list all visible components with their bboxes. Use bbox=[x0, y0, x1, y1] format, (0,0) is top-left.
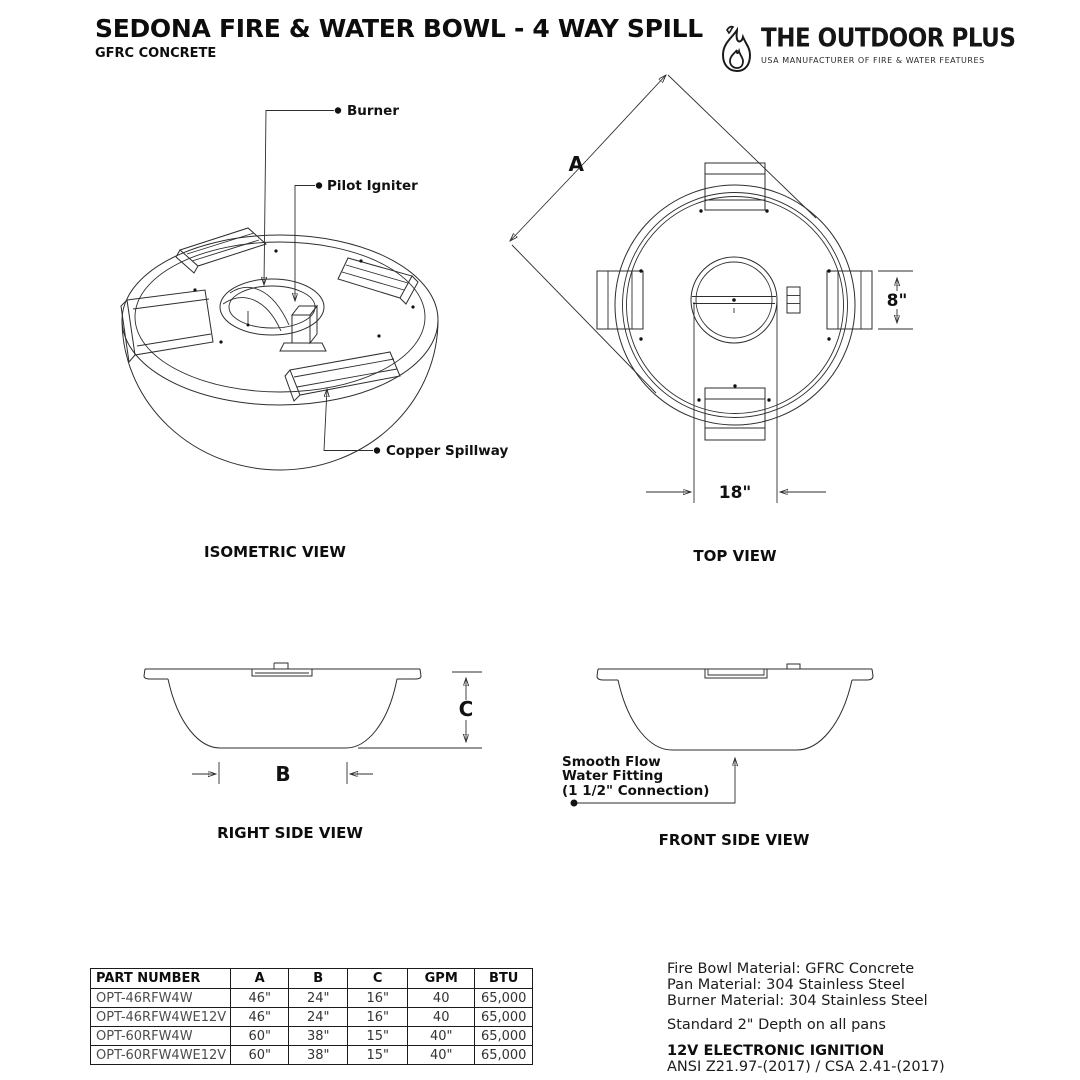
top-bowl-rim bbox=[615, 185, 855, 425]
dim-a-label: A bbox=[568, 152, 584, 176]
iso-pilot-igniter bbox=[280, 306, 326, 351]
table-cell: 15" bbox=[348, 1046, 408, 1065]
top-pilot-igniter bbox=[787, 287, 800, 313]
col-c: C bbox=[348, 969, 408, 989]
table-cell: 60" bbox=[231, 1046, 289, 1065]
part-number-cell: OPT-46RFW4WE12V bbox=[91, 1008, 231, 1027]
top-spillway-west bbox=[597, 271, 643, 329]
material-line: Pan Material: 304 Stainless Steel bbox=[667, 976, 905, 993]
water-fitting-label-line1: Smooth Flow bbox=[562, 754, 661, 770]
iso-burner-ring bbox=[220, 279, 324, 335]
spec-table bbox=[90, 968, 533, 1065]
caption-front-side-view: FRONT SIDE VIEW bbox=[658, 831, 810, 849]
table-cell: 46" bbox=[231, 989, 289, 1008]
part-number-cell: OPT-46RFW4W bbox=[91, 989, 231, 1008]
caption-isometric-view: ISOMETRIC VIEW bbox=[204, 543, 346, 561]
table-cell: 65,000 bbox=[475, 1008, 533, 1027]
material-line: Burner Material: 304 Stainless Steel bbox=[667, 992, 928, 1009]
iso-spillway-front bbox=[285, 352, 400, 401]
pilot-callout-dot bbox=[316, 182, 322, 188]
table-cell: 40 bbox=[408, 1008, 475, 1027]
right-side-view-drawing bbox=[130, 650, 490, 800]
burner-callout-dot bbox=[335, 107, 341, 113]
table-cell: 65,000 bbox=[475, 989, 533, 1008]
spillway-callout-dot bbox=[374, 447, 380, 453]
dimension-b bbox=[192, 762, 373, 786]
dim-b-label: B bbox=[275, 762, 291, 786]
dimension-8in bbox=[878, 271, 913, 329]
spillway-label: Copper Spillway bbox=[386, 443, 509, 459]
brand-name: THE OUTDOOR PLUS bbox=[761, 24, 1016, 54]
top-pan-holes bbox=[639, 209, 830, 401]
top-spillway-south bbox=[705, 388, 765, 440]
table-cell: 16" bbox=[348, 989, 408, 1008]
table-cell: 15" bbox=[348, 1027, 408, 1046]
table-cell: 60" bbox=[231, 1027, 289, 1046]
materials-block bbox=[667, 962, 945, 1076]
table-row bbox=[91, 989, 533, 1008]
right-bowl-profile bbox=[144, 663, 421, 748]
top-spillway-east bbox=[827, 271, 872, 329]
table-header-row bbox=[91, 969, 533, 989]
table-cell: 40" bbox=[408, 1027, 475, 1046]
iso-spillway-back-right bbox=[338, 258, 418, 304]
table-cell: 65,000 bbox=[475, 1046, 533, 1065]
brand-tagline: USA MANUFACTURER OF FIRE & WATER FEATURES bbox=[761, 56, 985, 65]
table-row bbox=[91, 1008, 533, 1027]
part-number-cell: OPT-60RFW4W bbox=[91, 1027, 231, 1046]
water-fitting-label-line3: (1 1/2" Connection) bbox=[562, 783, 710, 799]
dimension-c bbox=[358, 672, 482, 748]
dimension-a bbox=[510, 75, 816, 393]
pilot-label: Pilot Igniter bbox=[327, 178, 418, 194]
table-row bbox=[91, 1027, 533, 1046]
top-view-drawing bbox=[480, 55, 1000, 575]
part-number-cell: OPT-60RFW4WE12V bbox=[91, 1046, 231, 1065]
caption-right-side-view: RIGHT SIDE VIEW bbox=[217, 824, 363, 842]
table-cell: 24" bbox=[289, 989, 348, 1008]
ignition-title: 12V ELECTRONIC IGNITION bbox=[667, 1043, 885, 1060]
col-part-number: PART NUMBER bbox=[91, 969, 231, 989]
iso-spillway-left bbox=[121, 290, 213, 362]
dimension-18in bbox=[646, 302, 826, 503]
table-cell: 38" bbox=[289, 1046, 348, 1065]
caption-top-view: TOP VIEW bbox=[693, 547, 777, 565]
front-side-view-drawing bbox=[550, 650, 980, 830]
top-burner bbox=[691, 257, 777, 343]
certification-line: ANSI Z21.97-(2017) / CSA 2.41-(2017) bbox=[667, 1058, 945, 1075]
col-gpm: GPM bbox=[408, 969, 475, 989]
water-fitting-dot bbox=[571, 800, 578, 807]
table-cell: 65,000 bbox=[475, 1027, 533, 1046]
col-btu: BTU bbox=[475, 969, 533, 989]
table-cell: 40" bbox=[408, 1046, 475, 1065]
col-a: A bbox=[231, 969, 289, 989]
front-pilot-nub bbox=[787, 664, 800, 669]
burner-callout bbox=[264, 103, 399, 285]
dim-c-label: C bbox=[458, 697, 474, 721]
table-row bbox=[91, 1046, 533, 1065]
page-subtitle: GFRC CONCRETE bbox=[95, 46, 217, 61]
dim-18in-label: 18" bbox=[718, 483, 752, 503]
table-cell: 38" bbox=[289, 1027, 348, 1046]
table-cell: 24" bbox=[289, 1008, 348, 1027]
dim-8in-label: 8" bbox=[886, 291, 908, 311]
front-bowl-profile bbox=[597, 664, 873, 750]
pilot-callout bbox=[295, 178, 418, 301]
isometric-view-drawing bbox=[80, 85, 520, 485]
table-cell: 46" bbox=[231, 1008, 289, 1027]
table-cell: 16" bbox=[348, 1008, 408, 1027]
page-title: SEDONA FIRE & WATER BOWL - 4 WAY SPILL bbox=[95, 14, 703, 43]
table-cell: 40 bbox=[408, 989, 475, 1008]
water-fitting-label-line2: Water Fitting bbox=[562, 768, 664, 784]
header bbox=[95, 14, 703, 61]
pan-depth-note: Standard 2" Depth on all pans bbox=[667, 1017, 886, 1034]
col-b: B bbox=[289, 969, 348, 989]
burner-label: Burner bbox=[347, 103, 399, 119]
material-line: Fire Bowl Material: GFRC Concrete bbox=[667, 961, 915, 977]
water-fitting-callout bbox=[562, 754, 735, 807]
